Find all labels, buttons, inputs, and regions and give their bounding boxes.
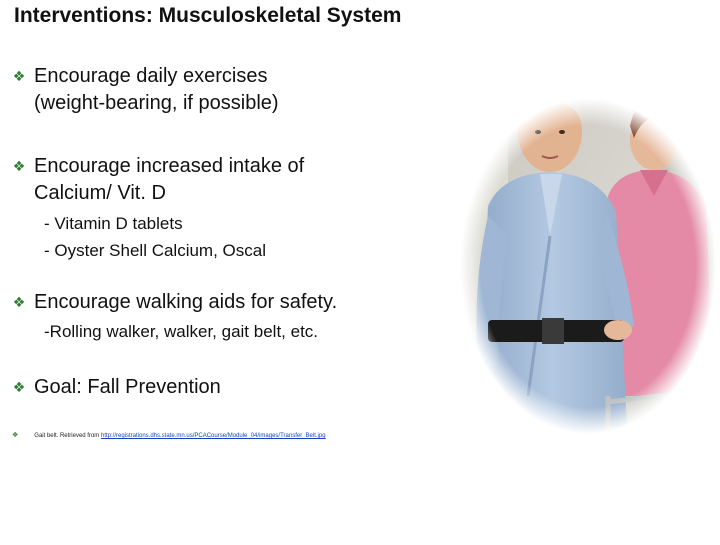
diamond-bullet-icon: ❖ <box>12 294 26 310</box>
diamond-bullet-icon: ❖ <box>12 379 26 395</box>
bullet-text: Goal: Fall Prevention <box>34 376 221 398</box>
sub-item: - Vitamin D tablets <box>44 214 183 233</box>
slide-title: Interventions: Musculoskeletal System <box>14 4 402 27</box>
bullet-calcium <box>10 153 304 207</box>
diamond-bullet-icon: ❖ <box>12 68 26 84</box>
photo-illustration <box>458 66 718 540</box>
gait-belt-photo <box>458 66 718 540</box>
image-citation <box>12 431 326 439</box>
bullet-text: (weight-bearing, if possible) <box>34 92 279 114</box>
bullet-exercise <box>10 63 279 117</box>
sub-item: - Oyster Shell Calcium, Oscal <box>44 241 266 260</box>
sub-item: -Rolling walker, walker, gait belt, etc. <box>44 322 319 341</box>
bullet-text: Calcium/ Vit. D <box>34 182 166 204</box>
citation-prefix: Gait belt. Retrieved from <box>34 433 100 439</box>
bullet-goal <box>10 374 221 401</box>
bullet-text: Encourage walking aids for safety. <box>34 291 338 313</box>
diamond-bullet-icon: ❖ <box>12 432 19 439</box>
bullet-walking-aids <box>10 289 337 316</box>
citation-link[interactable]: http://registrations.dhs.state.mn.us/PCACourse/Module_04/images/Transfer_Belt.jpg <box>100 433 326 439</box>
diamond-bullet-icon: ❖ <box>12 158 26 174</box>
bullet-text: Encourage increased intake of <box>34 155 305 177</box>
bullet-text: Encourage daily exercises <box>34 65 268 87</box>
